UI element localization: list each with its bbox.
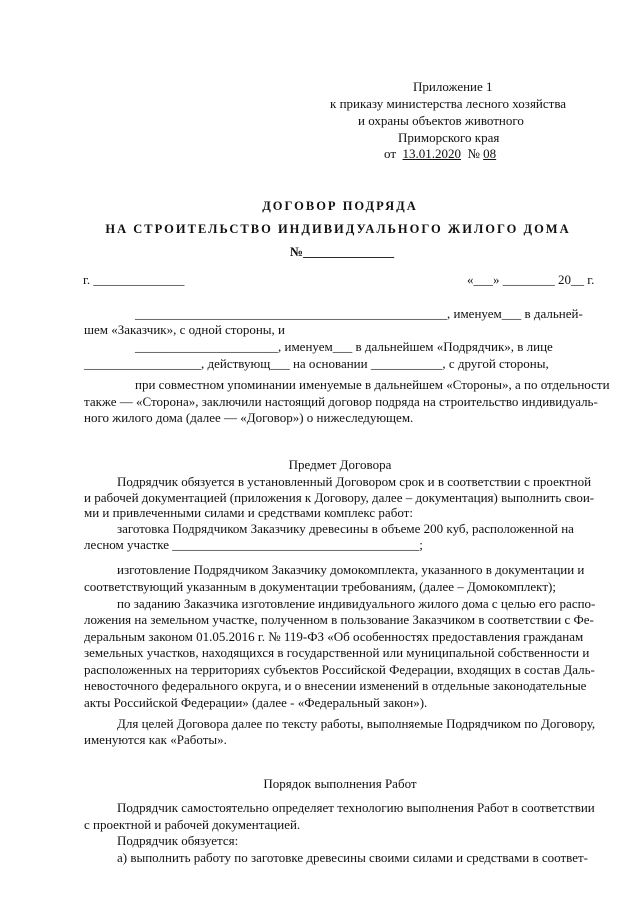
section-heading-procedure: Порядок выполнения Работ [263,776,417,791]
annex-line-4: Приморского края [398,130,500,145]
procedure-p1-line-1: Подрядчик самостоятельно определяет технологию выполнения Работ в соответствии [117,800,595,815]
procedure-p3: а) выполнить работу по заготовке древесины своими силами и средствами в соответ- [117,850,589,865]
subject-p3-line-1: изготовление Подрядчиком Заказчику домокомплекта, указанного в документации и [117,562,585,577]
party-contractor-line-2: __________________, действующ___ на основании ___________, с другой стороны, [84,356,549,371]
annex-line-1: Приложение 1 [413,79,493,94]
annex-line-3: и охраны объектов животного [358,113,524,128]
subject-p4-line-4: земельных участков, находящихся в государственной или муниципальной собственности и [84,645,590,660]
procedure-p1-line-2: с проектной и рабочей документацией. [84,817,301,832]
subject-p1-line-2: и рабочей документацией (приложения к Договору, далее – документация) выполнить свои- [84,490,595,505]
party-contractor-line-1: ______________________, именуем___ в дальнейшем «Подрядчик», в лице [135,339,553,354]
subject-p2-line-1: заготовка Подрядчиком Заказчику древесины в объеме 200 куб, расположенной на [117,521,574,536]
subject-p4-line-6: невосточного федерального округа, и о внесении изменений в отдельные законодательные [84,678,587,693]
contract-title: ДОГОВОР ПОДРЯДА [262,199,418,213]
parties-joint-line-2: также — «Сторона», заключили настоящий договор подряда на строительство индивидуаль- [84,394,598,409]
contract-city: г. ______________ [83,272,185,287]
contract-date: «___» ________ 20__ г. [467,272,595,287]
subject-p4-line-1: по заданию Заказчика изготовление индивидуального жилого дома с целью его распо- [117,596,596,611]
subject-p5-line-1: Для целей Договора далее по тексту работы, выполняемые Подрядчиком по Договору, [117,716,596,731]
subject-p1-line-3: ми и привлеченными силами и средствами комплекс работ: [84,505,413,520]
contract-subtitle: НА СТРОИТЕЛЬСТВО ИНДИВИДУАЛЬНОГО ЖИЛОГО ДОМА [105,222,571,236]
contract-number: №______________ [290,244,395,259]
party-customer-line-1: ________________________________________________, именуем___ в дальней- [135,306,583,321]
subject-p5-line-2: именуются как «Работы». [84,732,227,747]
party-customer-line-2: шем «Заказчик», с одной стороны, и [84,322,285,337]
subject-p4-line-5: расположенных на территориях субъектов Российской Федерации, входящих в состав Даль- [84,662,595,677]
procedure-p2: Подрядчик обязуется: [117,833,239,848]
number-prefix: № [467,146,480,161]
order-date: 13.01.2020 [402,146,462,161]
parties-joint-line-1: при совместном упоминании именуемые в дальнейшем «Стороны», а по отдельности [135,377,610,392]
subject-p4-line-3: деральным законом 01.05.2016 г. № 119-ФЗ «Об особенностях предоставления гражданам [84,629,584,644]
date-prefix: от [384,146,397,161]
subject-p1-line-1: Подрядчик обязуется в установленный Договором срок и в соответствии с проектной [117,474,592,489]
parties-joint-line-3: ного жилого дома (далее — «Договор») о нижеследующем. [84,410,414,425]
annex-line-2: к приказу министерства лесного хозяйства [330,96,567,111]
order-number: 08 [483,146,497,161]
subject-p4-line-2: ложения на земельном участке, полученном в пользование Заказчиком в соответствии с Фе- [84,612,594,627]
subject-p4-line-7: акты Российской Федерации» (далее - «Федеральный закон»). [84,695,428,710]
subject-p2-line-2: лесном участке ______________________________________; [84,537,423,552]
subject-p3-line-2: соответствующий указанным в документации требованиям, (далее – Домокомплект); [84,579,556,594]
annex-date-line [384,146,496,162]
section-heading-subject: Предмет Договора [288,457,392,472]
